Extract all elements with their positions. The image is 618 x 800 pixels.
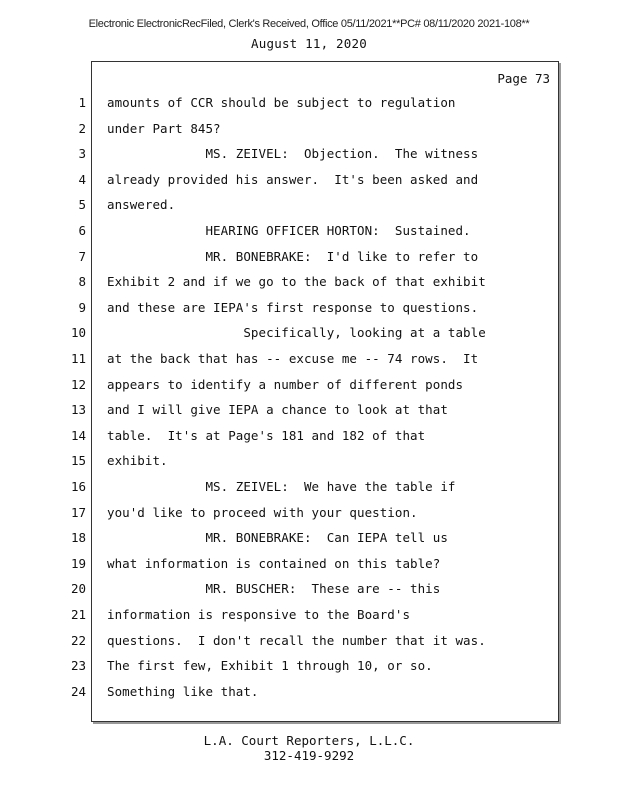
filing-stamp — [0, 18, 618, 30]
line-number: 17 — [70, 504, 86, 520]
line-number: 19 — [70, 555, 86, 571]
transcript-line: amounts of CCR should be subject to regulation — [107, 95, 456, 110]
line-number: 13 — [70, 402, 86, 418]
line-number: 23 — [70, 658, 86, 674]
court-reporter-name: L.A. Court Reporters, L.L.C. — [203, 733, 415, 748]
transcript-line: at the back that has -- excuse me -- 74 rows. It — [107, 351, 479, 366]
transcript-line: exhibit. — [107, 453, 168, 469]
transcript-line: appears to identify a number of different ponds — [107, 376, 464, 392]
line-number: 1 — [78, 95, 86, 110]
transcript-line: Exhibit 2 and if we go to the back of that exhibit — [107, 274, 486, 290]
line-number: 12 — [70, 376, 86, 392]
transcript-line: already provided his answer. It's been asked and — [107, 171, 479, 187]
transcript-line: MS. ZEIVEL: We have the table if — [107, 479, 456, 494]
transcript-date: August 11, 2020 — [251, 36, 367, 51]
transcript-line: and these are IEPA's first response to questions. — [107, 299, 479, 315]
transcript-line: MR. BUSCHER: These are -- this — [107, 581, 441, 597]
transcript-line: questions. I don't recall the number that it was. — [107, 632, 486, 648]
line-number: 14 — [70, 427, 86, 443]
transcript-line: MS. ZEIVEL: Objection. The witness — [107, 146, 479, 162]
line-number: 3 — [78, 146, 86, 162]
transcript-line: Something like that. — [107, 683, 259, 699]
transcript-line: and I will give IEPA a chance to look at that — [107, 402, 448, 418]
transcript-line: The first few, Exhibit 1 through 10, or so. — [107, 658, 433, 674]
line-number: 4 — [78, 171, 86, 187]
filing-stamp-text: Electronic ElectronicRecFiled, Clerk's Received, Office 05/11/2021**PC# 08/11/2020 2021-108** — [88, 18, 530, 30]
transcript-line: under Part 845? — [107, 120, 221, 136]
transcript-line: MR. BONEBRAKE: I'd like to refer to — [107, 248, 479, 264]
transcript-line: MR. BONEBRAKE: Can IEPA tell us — [107, 530, 448, 546]
line-number: 15 — [70, 453, 86, 469]
transcript-line: HEARING OFFICER HORTON: Sustained. — [107, 223, 471, 238]
line-number: 18 — [70, 530, 86, 546]
footer — [0, 733, 618, 763]
line-number: 16 — [70, 479, 86, 494]
line-number: 2 — [78, 120, 86, 136]
transcript-line: Specifically, looking at a table — [107, 325, 486, 341]
court-reporter-phone: 312-419-9292 — [263, 748, 355, 763]
line-number: 21 — [70, 607, 86, 622]
line-number: 10 — [70, 325, 86, 341]
transcript-line: you'd like to proceed with your question. — [107, 504, 418, 520]
transcript-line: answered. — [107, 197, 176, 213]
line-number: 22 — [70, 632, 86, 648]
transcript-line: what information is contained on this table? — [107, 555, 441, 571]
transcript-line: information is responsive to the Board's — [107, 607, 411, 622]
line-number: 6 — [78, 223, 86, 238]
line-number: 24 — [70, 683, 86, 699]
line-number: 9 — [78, 299, 86, 315]
line-number: 20 — [70, 581, 86, 597]
page-number: Page 73 — [497, 71, 550, 86]
line-number: 11 — [70, 351, 86, 366]
line-number: 7 — [78, 248, 86, 264]
line-number: 8 — [78, 274, 86, 290]
line-number: 5 — [78, 197, 86, 213]
transcript-line: table. It's at Page's 181 and 182 of that — [107, 427, 426, 443]
